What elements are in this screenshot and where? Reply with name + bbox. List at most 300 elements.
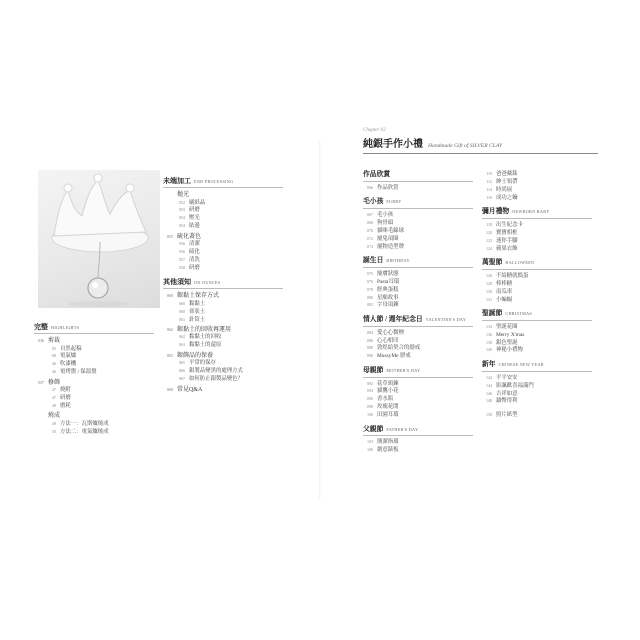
section-rule [363,267,473,268]
entry-page-number: 098 [367,404,373,410]
entry-title: 吉祥如意 [496,390,518,397]
toc-entry [163,302,283,307]
toc-entry [163,361,283,366]
chapter-label: Chapter 02 [363,128,386,133]
toc-entry [482,274,592,279]
toc-section [363,427,473,456]
entry-title: 田園耳環 [377,412,399,419]
group-page-number: 055 [167,233,173,239]
toc-section [482,209,592,254]
entry-title: 貓鷹小花 [377,388,399,395]
entry-title: 方法一：瓦斯爐燒成 [60,420,109,427]
entry-title: 出生紀念卡 [496,221,523,228]
entry-title: 簡潔指環 [377,439,399,446]
entry-title: 銀色聖誕 [496,339,518,346]
toc-entry [482,172,592,177]
entry-title: 研磨 [189,207,200,214]
section-title: 未端加工 [163,177,191,185]
section-rule [363,377,473,378]
toc-entry [482,247,592,252]
toc-section [482,311,592,356]
toc-entry [163,343,283,348]
entry-title: 黏黏土的回收 [189,334,222,341]
entry-page-number: 106 [367,447,373,453]
title-rule [363,153,598,154]
section-heading [482,209,592,216]
toc-entry [34,347,154,352]
toc-group [482,274,592,303]
crown-photo [38,170,160,308]
entry-title: Merry X'mas [496,331,525,338]
left-toc-col1 [34,318,154,437]
entry-title: 寶寶相框 [496,229,518,236]
toc-entry [482,290,592,295]
toc-group [163,387,283,393]
entry-title: 針筒土 [189,316,206,323]
section-heading [363,172,473,179]
entry-page-number: 136 [486,331,492,337]
entry-page-number: 080 [367,294,373,300]
toc-entry [363,237,473,242]
section-subtitle: NEWBORN BABY [512,209,550,215]
section-subtitle: BIRTHDAY [386,258,410,264]
toc-entry [163,224,283,229]
entry-page-number: 056 [179,241,185,247]
toc-entry [482,188,592,193]
entry-title: 自然起稿 [60,345,82,352]
group-page-number: 036 [38,338,44,343]
entry-page-number: 090 [367,353,373,359]
group-page-number: 060 [167,293,173,299]
entry-title: Pasta耳環 [377,278,400,285]
section-heading [34,324,154,331]
toc-entry [482,298,592,303]
section-title: 父親節 [363,425,384,433]
entry-page-number: 066 [367,184,373,190]
toc-entry [363,339,473,344]
entry-page-number: 110 [486,171,492,176]
section-subtitle: END PROCESSING [194,179,234,184]
section-subtitle: HIGHLIGHTS [51,325,80,330]
entry-title: 電烤盤 / 保溫盤 [60,369,97,376]
toc-entry [482,348,592,353]
toc-entry [482,392,592,397]
toc-group [163,234,283,272]
entry-title: 照片紙型 [496,411,518,418]
entry-page-number: 066 [179,368,185,374]
section-title: 新年 [482,360,496,368]
toc-entry [163,258,283,263]
section-title: 其他須知 [163,278,191,287]
entry-page-number: 46 [52,369,56,375]
entry-page-number: 088 [367,345,373,351]
entry-title: 清潔 [189,241,200,248]
entry-title: 平常的保存 [189,360,216,367]
toc-entry [363,440,473,445]
entry-page-number: 114 [486,186,492,192]
entry-page-number: 120 [486,229,492,235]
toc-group [482,325,592,354]
toc-entry [163,369,283,374]
section-title: 毛小孩 [363,198,384,206]
toc-entry [163,318,283,323]
entry-page-number: 067 [367,212,373,217]
entry-page-number: 138 [486,339,492,345]
toc-group [482,223,592,252]
toc-entry [34,396,154,401]
entry-page-number: 144 [486,382,492,388]
entry-page-number: 084 [367,329,373,335]
group-title: 常見Q&A [177,386,203,393]
entry-title: 銀製品變黑的處理方式 [189,368,243,375]
toc-group [163,327,283,349]
entry-title: 爸爸戴錶 [496,171,518,177]
entry-title: 聖誕花圈 [496,323,518,330]
toc-entry [482,384,592,389]
entry-title: 神秘小禮物 [496,347,523,354]
toc-entry [363,186,473,191]
entry-page-number: 122 [486,237,492,243]
toc-group [34,380,154,410]
toc-entry [163,335,283,340]
entry-page-number: 068 [367,219,373,225]
entry-title: 不給糖就搗蛋 [496,272,529,279]
entry-title: 清洗 [189,256,200,263]
section-subtitle: FATHER'S DAY [386,426,419,432]
entry-page-number: 060 [179,308,185,314]
section-title: 彌月禮物 [482,208,510,216]
entry-title: 貼邊 [189,223,200,230]
toc-entry [482,333,592,338]
entry-page-number: 072 [367,235,373,241]
section-rule [163,187,283,188]
section-subtitle: CHINESE NEW YEAR [498,361,544,367]
section-rule [482,371,592,372]
entry-title: 寵兔項圈 [377,235,399,242]
toc-section [363,172,473,193]
toc-entry [363,354,473,359]
toc-entry [163,242,283,247]
toc-entry [482,180,592,185]
section-rule [482,320,592,321]
toc-section [363,199,473,252]
entry-title: 狗骨頭 [377,219,394,226]
entry-title: 磨耗 [60,402,71,409]
entry-page-number: 05 [52,345,56,351]
section-rule [363,181,473,182]
entry-page-number: 061 [179,316,185,322]
toc-entry [163,250,283,255]
toc-entry [482,413,592,418]
group-heading [163,293,283,299]
entry-title: 字母項鍊 [377,302,399,309]
group-heading [34,413,154,419]
entry-title: 吹漆機 [60,361,77,368]
entry-title: 愛心心微煙 [377,329,404,336]
entry-title: 作品欣賞 [377,184,399,191]
entry-page-number: 46 [52,361,56,367]
section-heading [163,178,283,185]
section-subtitle: MOTHER'S DAY [386,367,421,373]
entry-page-number: 063 [179,342,185,348]
entry-title: 玫瑰花閒 [377,404,399,411]
group-heading [163,387,283,393]
section-heading [363,427,473,434]
toc-entry [482,341,592,346]
toc-group [482,172,592,201]
entry-title: 黏黏土的還原 [189,342,222,349]
entry-page-number: 094 [367,388,373,394]
toc-entry [363,288,473,293]
entry-title: 香水瓶 [377,396,394,403]
entry-title: 時尚展 [496,186,513,193]
chapter-title: 純銀手作小禮 [363,139,423,150]
toc-entry [163,216,283,221]
group-page-number: 065 [167,352,173,358]
entry-page-number: 057 [179,256,185,262]
toc-entry [363,213,473,218]
section-rule [363,208,473,209]
entry-page-number: 112 [486,178,492,184]
entry-page-number: 092 [367,380,373,386]
entry-title: 方法二：電氣爐燒成 [60,428,109,435]
entry-page-number: 082 [367,302,373,308]
entry-page-number: 067 [179,376,185,382]
toc-group [363,272,473,309]
entry-page-number: 134 [486,323,492,329]
entry-page-number: 054 [179,223,185,229]
entry-title: 花草頸鍊 [377,380,399,387]
group-page-number: 062 [167,326,173,332]
section-rule [363,326,473,327]
crown-ring-image [38,170,160,308]
entry-page-number: 052 [179,199,185,205]
entry-page-number: 140 [486,347,492,353]
toc-entry [363,346,473,351]
toc-entry [163,310,283,315]
group-page-number: 068 [167,386,173,392]
toc-entry [163,201,283,206]
entry-page-number: 103 [367,439,373,445]
toc-section [482,413,592,420]
entry-page-number: 08 [52,353,56,359]
toc-entry [482,196,592,201]
entry-page-number: 50 [52,428,56,434]
group-title: 拋光 [177,192,190,198]
section-heading [363,258,473,265]
group-title: 銀飾品的保養 [177,352,214,359]
section-heading [482,311,592,318]
right-toc-col1 [363,166,473,456]
chapter-heading [363,128,598,154]
entry-title: 紳士領帶 [496,178,518,185]
toc-entry [363,448,473,453]
entry-title: 寵膚狀態 [377,270,399,277]
entry-page-number: 116 [486,194,492,200]
entry-page-number: 056 [179,249,185,255]
toc-entry [482,399,592,404]
entry-page-number: 118 [486,221,492,227]
section-rule [34,333,154,334]
entry-page-number: 074 [367,243,373,249]
entry-page-number: 086 [367,337,373,343]
toc-entry [482,239,592,244]
toc-entry [363,413,473,418]
entry-page-number: 128 [486,280,492,286]
group-title: 剪裁 [48,338,61,344]
toc-section [482,172,592,203]
entry-title: 鑄幣得利 [496,398,518,405]
left-toc-col2 [163,172,283,395]
toc-entry [482,223,592,228]
toc-entry [363,272,473,277]
section-heading [163,279,283,286]
toc-entry [363,397,473,402]
entry-page-number: 48 [52,402,56,408]
toc-section [482,362,592,407]
entry-page-number: 062 [179,334,185,340]
toc-group [363,213,473,250]
entry-page-number: 070 [367,227,373,233]
toc-group [163,192,283,230]
entry-page-number: 146 [486,390,492,396]
section-rule [363,435,473,436]
toc-group [482,376,592,405]
toc-entry [34,354,154,359]
entry-page-number: 126 [486,272,492,278]
entry-title: 心心相印 [377,337,399,344]
section-rule [482,269,592,270]
entry-page-number: 058 [179,264,185,270]
entry-title: 研磨 [189,264,200,271]
entry-page-number: 150 [486,411,492,417]
section-title: 完整 [34,323,48,331]
group-page-number: 037 [38,379,44,385]
entry-title: 平平安安 [496,374,518,381]
entry-title: 蘋果衣飾 [496,245,518,252]
entry-page-number: 096 [367,396,373,402]
entry-title: 如何防止銀製品變色？ [189,376,243,383]
group-heading [34,338,154,344]
entry-page-number: 47 [52,387,56,393]
entry-page-number: 49 [52,420,56,426]
group-title: 燒成 [48,413,61,420]
toc-group [363,186,473,191]
entry-page-number: 060 [179,300,185,306]
entry-page-number: 148 [486,398,492,404]
section-subtitle: VALENTINE'S DAY [425,316,467,322]
toc-entry [34,422,154,427]
entry-page-number: 075 [367,270,373,276]
toc-group [363,382,473,419]
group-heading [163,327,283,333]
toc-section [363,368,473,421]
toc-entry [363,303,473,308]
group-heading [163,192,283,198]
toc-entry [363,221,473,226]
entry-title: 毛小孩 [377,212,394,218]
toc-entry [34,404,154,409]
entry-page-number: 142 [486,374,492,380]
toc-entry [34,388,154,393]
chapter-subtitle: Handmade Gift of SILVER CLAY [428,143,503,149]
entry-title: 敦煌給契合的婚戒 [377,345,421,352]
entry-title: 星願故事 [377,294,399,301]
group-heading [163,234,283,240]
section-heading [363,368,473,375]
group-heading [163,353,283,359]
section-title: 萬聖節 [482,259,503,267]
toc-group [34,413,154,435]
entry-title: 燒附 [60,387,71,394]
entry-title: 經典蛋糕 [377,286,399,293]
entry-page-number: 065 [179,360,185,366]
section-title: 母親節 [363,366,384,374]
section-subtitle: HALLOWEEN [505,260,535,266]
entry-title: 寵物造型牌 [377,243,404,250]
entry-title: 創意錶板 [377,447,399,454]
section-title: 聖誕節 [482,309,503,317]
entry-page-number: 078 [367,286,373,292]
entry-title: 硫化 [189,249,200,256]
toc-entry [363,229,473,234]
toc-group [163,293,283,323]
toc-group [363,331,473,360]
group-title: 修飾 [48,379,61,386]
group-heading [34,380,154,386]
right-toc-col2 [482,166,592,420]
section-rule [163,288,283,289]
toc-entry [34,370,154,375]
entry-page-number: 124 [486,245,492,251]
page-fold [319,140,321,500]
toc-section [482,260,592,305]
group-title: 硫化著色 [177,233,202,240]
entry-page-number: 100 [367,412,373,418]
section-heading [363,199,473,206]
toc-entry [34,362,154,367]
entry-page-number: 130 [486,288,492,294]
entry-title: 南瓜車 [496,288,513,295]
entry-page-number: 053 [179,207,185,213]
toc-entry [363,405,473,410]
toc-group [34,338,154,376]
toc-group [482,413,592,418]
toc-entry [482,231,592,236]
entry-title: 壓光 [189,215,200,222]
toc-entry [363,331,473,336]
toc-entry [363,296,473,301]
toc-section [34,324,154,437]
section-subtitle: CHRISTMAS [505,310,533,316]
section-title: 情人節 / 週年紀念日 [363,315,423,323]
section-title: 作品欣賞 [363,171,391,178]
entry-page-number: 47 [52,395,56,401]
toc-entry [363,280,473,285]
entry-title: 棒棒糖 [496,280,513,287]
toc-entry [363,382,473,387]
entry-title: 貓咪毛線球 [377,227,404,234]
toc-entry [363,245,473,250]
section-subtitle: ON OUNCES [194,280,221,286]
entry-title: 膏狀土 [189,308,206,315]
toc-entry [482,282,592,287]
toc-entry [163,208,283,213]
entry-title: 黏黏土 [189,300,206,307]
entry-page-number: 054 [179,215,185,221]
group-title: 銀黏土保存方式 [177,293,220,300]
toc-entry [482,376,592,381]
